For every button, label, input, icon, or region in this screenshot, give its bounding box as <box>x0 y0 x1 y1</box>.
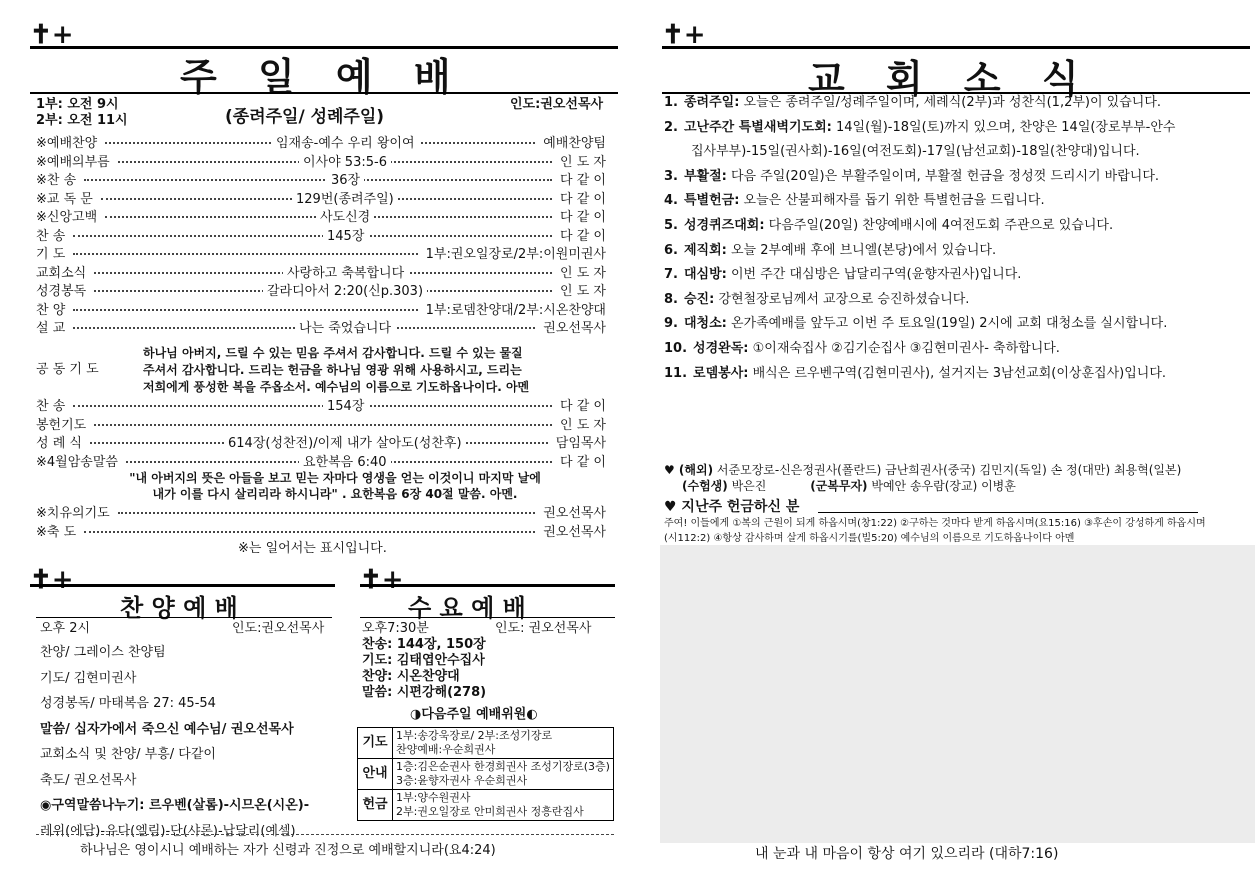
news-text: 14일(월)-18일(토)까지 있으며, 찬양은 14일(장로부부-안수 <box>831 119 1176 135</box>
duty-cell <box>393 759 614 790</box>
order-label: 설 교 <box>36 321 66 336</box>
news-heading: 성경완독: <box>693 341 749 356</box>
praise-line: 기도/ 김현미권사 <box>40 670 137 686</box>
duty-row <box>358 790 614 821</box>
news-number: 6. <box>664 242 678 258</box>
duty-head: 기도 <box>358 728 393 759</box>
news-number: 1. <box>664 95 678 110</box>
order-person: 다 같 이 <box>560 228 606 244</box>
news-number: 3. <box>664 168 678 184</box>
wednesday-service-title: 수 요 예 배 <box>408 593 526 622</box>
order-label: ※4월암송말씀 <box>36 454 118 470</box>
news-text: 다음 주일(20일)은 부활주일이며, 부활절 헌금을 정성껏 드리시기 바랍니다. <box>726 168 1160 184</box>
soldiers-label: (군복무자) <box>810 479 868 493</box>
news-heading: 특별헌금: <box>683 193 740 209</box>
news-item <box>664 168 1159 186</box>
offering-prayer <box>664 516 1206 546</box>
order-item: 임재송-예수 우리 왕이여 <box>272 132 419 151</box>
news-text: 오늘은 종려주일/성례주일이며, 세례식(2부)과 성찬식(1,2부)이 있습니다. <box>739 95 1162 110</box>
order-row <box>36 299 606 317</box>
order-row <box>36 414 606 432</box>
order-person: 1부:권오일장로/2부:이원미권사 <box>425 247 606 262</box>
offering-prayer-line: (시112:2) ④항상 감사하며 살게 하옵시기를(빌5:20) 예수님의 이름으로 기도하옵나이다 아멘 <box>664 533 1075 544</box>
order-person: 담임목사 <box>555 436 606 451</box>
soldiers-text: 박예안 송우람(장교) 이병훈 <box>871 479 1016 493</box>
news-item <box>685 143 1140 161</box>
news-heading: 대심방: <box>683 267 727 283</box>
duty-line: 3층:윤향자권사 우순희권사 <box>396 774 528 787</box>
news-heading: 성경퀴즈대회: <box>683 218 765 233</box>
praise-program <box>40 640 309 844</box>
news-text: 강현철장로님께서 교장으로 승진하셨습니다. <box>714 291 970 307</box>
order-row <box>36 206 606 224</box>
wed-line: 말씀: 시편강해(278) <box>362 685 487 700</box>
order-label: 교회소식 <box>36 265 87 281</box>
prayer-line: 주셔서 감사합니다. 드리는 헌금을 하나님 영광 위해 사용하시고, 드리는 <box>143 363 522 377</box>
time-first: 1부: 오전 9시 <box>36 97 119 112</box>
duty-row <box>358 728 614 759</box>
news-heading: 대청소: <box>683 316 727 332</box>
wed-time: 오후7:30분 <box>362 621 429 636</box>
order-person: 다 같 이 <box>560 191 606 207</box>
memory-verse-line: "내 아버지의 뜻은 아들을 보고 믿는 자마다 영생을 얻는 이것이니 마지막 날에 <box>129 471 541 485</box>
praise-line: 축도/ 권오선목사 <box>40 772 137 788</box>
cross-icon: ✝+ <box>662 20 706 50</box>
order-label: ※예배찬양 <box>36 136 98 151</box>
news-text: 배식은 르우벤구역(김현미권사), 설거지는 3남선교회(이상훈집사)입니다. <box>748 365 1167 381</box>
praise-line: 교회소식 및 찬양/ 부흥/ 다같이 <box>40 747 216 762</box>
order-row <box>36 188 606 206</box>
news-item <box>664 192 1045 210</box>
order-item: 154장 <box>323 395 368 414</box>
news-item <box>664 94 1161 112</box>
news-number: 4. <box>664 193 678 209</box>
news-item <box>664 315 1167 333</box>
cross-icon: ✝+ <box>30 20 74 50</box>
news-number: 11. <box>664 365 688 381</box>
news-item <box>664 340 1060 358</box>
cross-icon: ✝+ <box>30 565 74 595</box>
memory-verse <box>100 470 570 502</box>
order-person: 인 도 자 <box>560 417 606 433</box>
news-text: 오늘은 산불피해자를 돕기 위한 특별헌금을 드립니다. <box>739 193 1045 209</box>
right-footer-verse: 내 눈과 내 마음이 항상 여기 있으리라 (대하7:16) <box>755 846 1059 862</box>
missions-text: 서준모장로-신은정권사(폴란드) 금난희권사(중국) 김민지(독일) 손 정(대만) 최용혁(일본) <box>716 463 1182 477</box>
news-number: 5. <box>664 218 678 233</box>
offering-title: ♥ 지난주 헌금하신 분 <box>664 499 800 515</box>
news-text: 온가족예배를 앞두고 이번 주 토요일(19일) 2시에 교회 대청소를 실시합니다. <box>726 316 1168 332</box>
church-news-title: 교 회 소 식 <box>808 56 1079 101</box>
order-item: 614장(성찬전)/이제 내가 살아도(성찬후) <box>224 432 466 451</box>
duty-line: 2부:권오일장로 안미희권사 정흥란집사 <box>396 805 584 818</box>
memory-verse-line: 내가 이를 다시 살리리라 하시니라" . 요한복음 6장 40절 말씀. 아멘. <box>152 487 518 501</box>
news-text: 오늘 2부예배 후에 브니엘(본당)에서 있습니다. <box>726 242 997 258</box>
news-number: 8. <box>664 291 678 307</box>
dotted-leader <box>73 253 418 255</box>
prayer-text <box>143 345 529 396</box>
service-subtitle: (종려주일/ 성례주일) <box>225 107 385 127</box>
sunday-service-title: 주 일 예 배 <box>180 54 451 99</box>
duty-head: 안내 <box>358 759 393 790</box>
left-footer-verse: 하나님은 영이시니 예배하는 자가 신령과 진정으로 예배할지니라(요4:24) <box>80 843 496 858</box>
offering-prayer-line: 주여! 이들에게 ①복의 근원이 되게 하옵시며(창1:22) ②구하는 것마다 받게 하옵시며(요15:16) ③후손이 강성하게 하옵시며 <box>664 518 1206 529</box>
news-heading: 고난주간 특별새벽기도회: <box>683 119 832 135</box>
prayer-line: 저희에게 풍성한 복을 주옵소서. 예수님의 이름으로 기도하옵나이다. 아멘 <box>143 380 530 394</box>
dotted-leader <box>118 512 535 514</box>
order-row <box>36 262 606 280</box>
order-item: 이사야 53:5-6 <box>299 151 391 170</box>
cross-icon: ✝+ <box>360 565 404 595</box>
order-item: 갈라디아서 2:20(신p.303) <box>263 280 427 299</box>
prayer-line: 하나님 아버지, 드릴 수 있는 믿음 주셔서 감사합니다. 드릴 수 있는 물질 <box>143 346 523 360</box>
wed-leader: 인도: 권오선목사 <box>495 621 592 636</box>
time-second: 2부: 오전 11시 <box>36 113 128 128</box>
news-number: 10. <box>664 341 688 356</box>
news-heading: 부활절: <box>683 168 727 184</box>
cell-group-line: 레위(에담)-유다(엘림)-단(샤론)-납달리(예셀) <box>40 823 296 839</box>
news-item <box>664 291 969 309</box>
duty-cell <box>393 728 614 759</box>
wed-line: 기도: 김태엽안수집사 <box>362 653 485 668</box>
praise-line: 성경봉독/ 마태복음 27: 45-54 <box>40 696 216 711</box>
order-label: 봉헌기도 <box>36 417 87 433</box>
order-label: 기 도 <box>36 247 66 262</box>
order-label: 성경봉독 <box>36 284 87 299</box>
missions <box>664 462 1181 479</box>
students-text: 박은진 <box>731 479 767 493</box>
wed-line: 찬양: 시온찬양대 <box>362 669 460 684</box>
order-row <box>36 451 606 469</box>
order-label: ※축 도 <box>36 524 77 540</box>
order-person: 인 도 자 <box>560 265 606 281</box>
news-heading: 승진: <box>683 291 715 307</box>
news-item <box>664 217 1113 235</box>
news-heading: 종려주일: <box>683 95 740 110</box>
order-item: 129번(종려주일) <box>292 188 398 207</box>
duty-line: 1층:김은순권사 한경희권사 조성기장로(3층) <box>396 760 610 773</box>
praise-title-rule <box>36 617 332 618</box>
praise-sermon: 말씀/ 십자가에서 죽으신 예수님/ 권오선목사 <box>40 721 294 737</box>
order-row <box>36 280 606 298</box>
dotted-leader <box>73 405 552 407</box>
order-row <box>36 432 606 450</box>
title-rule <box>30 92 618 94</box>
order-row <box>36 502 606 520</box>
news-text: ①이재숙집사 ②김기순집사 ③김현미권사- 축하합니다. <box>748 341 1060 356</box>
praise-leader: 인도:권오선목사 <box>232 621 325 636</box>
order-label: ※찬 송 <box>36 173 77 188</box>
praise-time: 오후 2시 <box>40 621 91 636</box>
news-number: 7. <box>664 267 678 283</box>
order-label: 찬 송 <box>36 228 66 244</box>
news-heading: 로뎀봉사: <box>693 365 749 381</box>
order-row <box>36 521 606 539</box>
duty-cell <box>393 790 614 821</box>
order-person: 다 같 이 <box>560 454 606 470</box>
order-item: 사랑하고 축복합니다 <box>283 262 408 281</box>
praise-rule <box>30 584 335 587</box>
order-person: 1부:로뎀찬양대/2부:시온찬양대 <box>425 302 606 318</box>
order-person: 인 도 자 <box>560 284 606 299</box>
dotted-leader <box>73 309 418 311</box>
wed-rule <box>360 584 615 587</box>
order-label: 성 례 식 <box>36 436 82 451</box>
order-person: 다 같 이 <box>560 210 606 225</box>
prayer-label: 공 동 기 도 <box>36 362 99 377</box>
duty-title: ◑다음주일 예배위원◐ <box>410 707 538 722</box>
duty-line: 1부:송강욱장로/ 2부:조성기장로 <box>396 729 553 742</box>
order-item: 사도신경 <box>316 206 374 225</box>
service-leader: 인도:권오선목사 <box>510 97 604 112</box>
order-person: 예배찬양팀 <box>543 136 606 151</box>
order-label: ※교 독 문 <box>36 191 93 207</box>
order-label: ※치유의기도 <box>36 506 110 521</box>
order-label: ※예배의부름 <box>36 154 110 170</box>
duty-line: 1부:양수원권사 <box>396 791 471 804</box>
order-person: 다 같 이 <box>560 173 606 188</box>
students-label: (수험생) <box>682 479 728 493</box>
news-item <box>664 266 1021 284</box>
praise-line: 찬양/ 그레이스 찬양팀 <box>40 645 166 660</box>
wed-title-rule <box>360 617 615 618</box>
duty-row <box>358 759 614 790</box>
dotted-leader <box>94 424 552 426</box>
order-item: 36장 <box>327 169 364 188</box>
news-item <box>664 119 1176 137</box>
standing-note: ※는 일어서는 표시입니다. <box>238 541 387 556</box>
news-number: 2. <box>664 119 678 135</box>
dotted-leader <box>84 531 535 533</box>
offering-rule <box>818 512 1198 513</box>
news-text: 이번 주간 대심방은 납달리구역(윤향자권사)입니다. <box>726 267 1022 283</box>
prayer-people <box>682 478 1016 495</box>
order-item: 요한복음 6:40 <box>299 451 391 470</box>
order-item: 나는 죽었습니다 <box>295 317 395 336</box>
order-label: 찬 양 <box>36 302 66 318</box>
offering-names-area <box>660 545 1255 843</box>
news-text: 다음주일(20일) 찬양예배시에 4여전도회 주관으로 있습니다. <box>764 218 1114 233</box>
order-person: 권오선목사 <box>543 321 606 336</box>
praise-service-title: 찬 양 예 배 <box>120 593 238 622</box>
duty-head: 헌금 <box>358 790 393 821</box>
order-label: ※신앙고백 <box>36 210 98 225</box>
order-person: 권오선목사 <box>543 524 606 540</box>
missions-label: ♥ (해외) <box>664 463 714 477</box>
order-row <box>36 395 606 413</box>
order-label: 찬 송 <box>36 399 66 414</box>
news-item <box>664 365 1166 383</box>
cell-group-line: ◉구역말씀나누기: 르우벤(살롬)-시므온(시온)- <box>40 798 310 813</box>
order-item: 145장 <box>323 225 368 244</box>
order-row <box>36 132 606 150</box>
order-row <box>36 225 606 243</box>
order-person: 권오선목사 <box>543 506 606 521</box>
dotted-leader <box>73 235 552 237</box>
order-row <box>36 169 606 187</box>
duty-table <box>357 727 614 821</box>
news-item <box>664 242 996 260</box>
duty-line: 찬양예배:우순희권사 <box>396 743 496 756</box>
news-heading: 제직회: <box>683 242 727 258</box>
dotted-leader <box>84 179 552 181</box>
news-text: 집사부부)-15일(권사회)-16일(여전도회)-17일(남선교회)-18일(찬양대)입니다. <box>691 144 1140 160</box>
order-person: 인 도 자 <box>560 154 606 170</box>
news-number: 9. <box>664 316 678 332</box>
footer-rule <box>36 834 614 835</box>
order-row <box>36 243 606 261</box>
wed-line: 찬송: 144장, 150장 <box>362 637 486 652</box>
order-row <box>36 317 606 335</box>
wed-program <box>362 637 486 701</box>
order-row <box>36 151 606 169</box>
order-person: 다 같 이 <box>560 399 606 414</box>
